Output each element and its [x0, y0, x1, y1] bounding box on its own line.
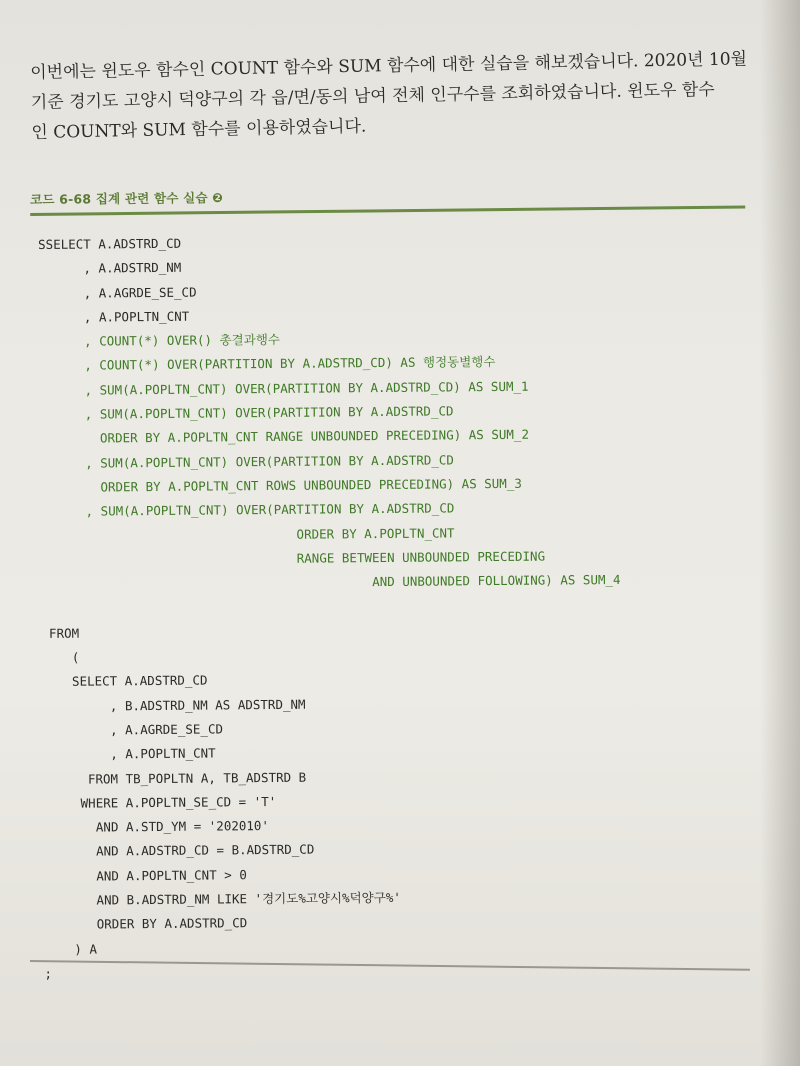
- code-line: , A.POPLTN_CNT: [42, 745, 216, 763]
- code-line: , COUNT(*) OVER() 총결과행수: [38, 332, 281, 350]
- code-line: AND A.STD_YM = '202010': [43, 818, 270, 836]
- caption-title: 코드 6-68 집계 관련 함수 실습 ❷: [30, 189, 224, 207]
- code-line: SELECT A.ADSTRD_CD: [41, 672, 208, 690]
- code-line: WHERE A.POPLTN_SE_CD = 'T': [42, 793, 277, 811]
- code-line: RANGE BETWEEN UNBOUNDED PRECEDING: [40, 548, 546, 568]
- code-line: , SUM(A.POPLTN_CNT) OVER(PARTITION BY A.ADSTRD_CD: [40, 500, 455, 520]
- intro-paragraph: [30, 44, 752, 148]
- code-line: AND B.ADSTRD_NM LIKE '경기도%고양시%덕양구%': [43, 889, 401, 908]
- code-line: (: [41, 649, 80, 666]
- code-line: , A.ADSTRD_NM: [38, 260, 182, 277]
- code-line: ) A: [44, 941, 98, 957]
- code-listing: [38, 227, 765, 986]
- intro-line: 이번에는 윈도우 함수인 COUNT 함수와 SUM 함수에 대한 실습을 해보겠습니다. 2020년 10월: [30, 49, 748, 83]
- code-line: , A.AGRDE_SE_CD: [42, 721, 224, 738]
- code-line: , A.POPLTN_CNT: [38, 308, 190, 325]
- page-edge-shadow: [760, 0, 800, 1066]
- code-line: , A.AGRDE_SE_CD: [38, 284, 197, 301]
- code-line: ORDER BY A.ADSTRD_CD: [43, 915, 248, 933]
- code-caption: [30, 183, 745, 216]
- code-line: SSELECT A.ADSTRD_CD: [38, 235, 182, 252]
- code-line: , SUM(A.POPLTN_CNT) OVER(PARTITION BY A.ADSTRD_CD) AS SUM_1: [39, 378, 529, 398]
- code-line: , B.ADSTRD_NM AS ADSTRD_NM: [42, 696, 306, 714]
- caption-rule: [30, 206, 745, 216]
- code-line: FROM TB_POPLTN A, TB_ADSTRD B: [42, 769, 307, 787]
- code-line: , SUM(A.POPLTN_CNT) OVER(PARTITION BY A.ADSTRD_CD: [39, 403, 454, 423]
- code-line: AND A.POPLTN_CNT > 0: [43, 866, 247, 884]
- intro-line: 인 COUNT와 SUM 함수를 이용하였습니다.: [31, 116, 367, 143]
- code-line: AND A.ADSTRD_CD = B.ADSTRD_CD: [43, 842, 315, 860]
- code-line: FROM: [41, 625, 80, 641]
- intro-line: 기준 경기도 고양시 덕양구의 각 읍/면/동의 남여 전체 인구수를 조회하였습니다. 윈도우 함수: [30, 79, 715, 113]
- code-line: ;: [44, 965, 53, 981]
- code-line: , COUNT(*) OVER(PARTITION BY A.ADSTRD_CD) AS 행정동별행수: [39, 354, 496, 374]
- code-line: ORDER BY A.POPLTN_CNT ROWS UNBOUNDED PRECEDING) AS SUM_3: [40, 475, 522, 495]
- code-line: , SUM(A.POPLTN_CNT) OVER(PARTITION BY A.ADSTRD_CD: [39, 452, 454, 471]
- code-line: ORDER BY A.POPLTN_CNT: [40, 524, 455, 544]
- code-line: ORDER BY A.POPLTN_CNT RANGE UNBOUNDED PRECEDING) AS SUM_2: [39, 427, 530, 447]
- code-line: AND UNBOUNDED FOLLOWING) AS SUM_4: [41, 572, 621, 593]
